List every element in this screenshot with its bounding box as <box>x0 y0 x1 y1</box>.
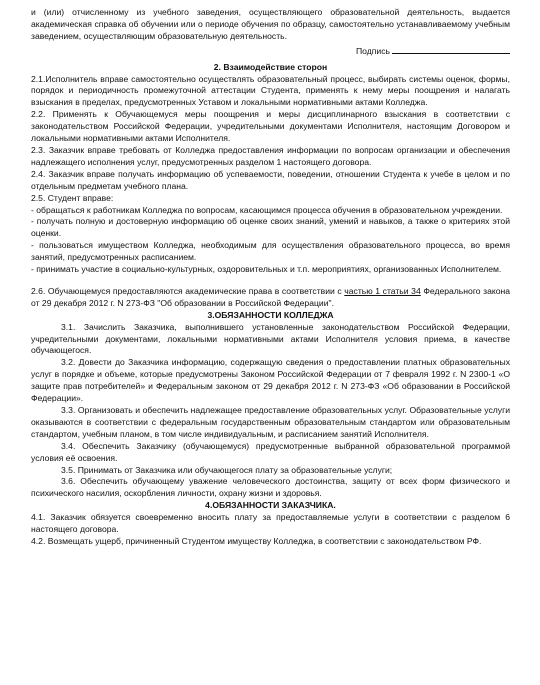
clause-4-1: 4.1. Заказчик обязуется своевременно вносить плату за предоставляемые услуги в соответствии с разделом 6 настоящего договора. <box>31 512 510 535</box>
clause-2-5-item: - пользоваться имуществом Колледжа, необходимым для осуществления образовательного процесса, во время занятий, предусмотренных расписанием. <box>31 240 510 263</box>
signature-line <box>31 44 510 58</box>
contract-document <box>31 7 510 548</box>
clause-2-5-item: - принимать участие в социально-культурных, оздоровительных и т.п. мероприятиях, организованных Исполнителем. <box>31 264 502 275</box>
clause-2-1: 2.1.Исполнитель вправе самостоятельно осуществлять образовательный процесс, выбирать системы оценок, формы, порядок и периодичность промежуточной аттестации Студента, применять к нему меры поощрения и налагать взыскания в пределах, предусмотренных Уставом и локальными нормативными актами Колледжа. <box>31 73 510 108</box>
clause-3-5: 3.5. Принимать от Заказчика или обучающегося плату за образовательные услуги; <box>61 464 393 475</box>
clause-3-6: 3.6. Обеспечить обучающему уважение человеческого достоинства, защиту от всех форм физического и психического насилия, оскорбления личности, охрану жизни и здоровья. <box>31 476 510 499</box>
law-article-link[interactable]: частью 1 статьи 34 <box>344 285 421 296</box>
section-3-heading: 3.ОБЯЗАННОСТИ КОЛЛЕДЖА <box>207 309 334 320</box>
paragraph-top: и (или) отчисленному из учебного заведения, осуществляющего образовательной деятельность, выдается академическая справка об обучении или о периоде обучения по образцу, самостоятельно устанавливаемому учебным заведением, осуществляющим образовательную деятельность. <box>31 7 510 41</box>
clause-3-4: 3.4. Обеспечить Заказчику (обучающемуся) предусмотренные выбранной образовательной программой условия её освоения. <box>31 440 510 463</box>
section-4-heading: 4.ОБЯЗАННОСТИ ЗАКАЗЧИКА. <box>205 500 336 511</box>
signature-blank <box>392 44 510 54</box>
clause-2-2: 2.2. Применять к Обучающемуся меры поощрения и меры дисциплинарного взыскания в соответствии с законодательством Российской Федерации, учредительными документами Исполнителя, настоящим Договором и локальными нормативными актами Исполнителя. <box>31 109 510 144</box>
clause-2-6 <box>31 286 510 310</box>
clause-2-6-text-a: 2.6. Обучающемуся предоставляются академические права в соответствии с <box>31 285 345 296</box>
clause-2-5-item: - обращаться к работникам Колледжа по вопросам, касающимся процесса обучения в образовательном учреждении. <box>31 204 503 215</box>
clause-4-2: 4.2. Возмещать ущерб, причиненный Студентом имуществу Колледжа, в соответствии с законодательством РФ. <box>31 535 482 546</box>
clause-2-3: 2.3. Заказчик вправе требовать от Колледжа предоставления информации по вопросам организации и обеспечения надлежащего исполнения услуг, предусмотренных разделом 1 настоящего договора. <box>31 144 510 167</box>
clause-3-3: 3.3. Организовать и обеспечить надлежащее предоставление образовательных услуг. Образовательные услуги оказываются в соответствии с федеральным государственным образовательным стандартом или образовательным стандартом, учебным планом, в том числе индивидуальным, и расписанием занятий Исполнителя. <box>31 405 510 439</box>
section-2-heading: 2. Взаимодействие сторон <box>213 61 328 72</box>
clause-3-1: 3.1. Зачислить Заказчика, выполнившего установленные законодательством Российской Федерации, учредительными документами, локальными нормативными актами Исполнителя условия приема, в качестве обучающегося. <box>31 321 510 356</box>
signature-label: Подпись <box>355 45 390 56</box>
clause-3-2: 3.2. Довести до Заказчика информацию, содержащую сведения о предоставлении платных образовательных услуг в порядке и объеме, которые предусмотрены Законом Российской Федерации от 7 февраля 1992 г. N 2300-1 «О защите прав потребителей» и Федеральным законом от 29 декабря 2012 г. N 273-ФЗ «Об образовании в Российской Федерации». <box>31 357 510 404</box>
clause-2-4: 2.4. Заказчик вправе получать информацию об успеваемости, поведении, отношении Студента к учебе в целом и по отдельным предметам учебного плана. <box>31 168 510 191</box>
clause-2-5-item: - получать полную и достоверную информацию об оценке своих знаний, умений и навыков, а также о критериях этой оценки. <box>31 216 510 239</box>
spacer <box>31 276 510 286</box>
clause-2-5: 2.5. Студент вправе: <box>31 192 114 203</box>
clause-2-6-text-b: Федерального закона от 29 декабря 2012 г. N 273-ФЗ "Об образовании в Российской Федерации". <box>31 285 511 308</box>
